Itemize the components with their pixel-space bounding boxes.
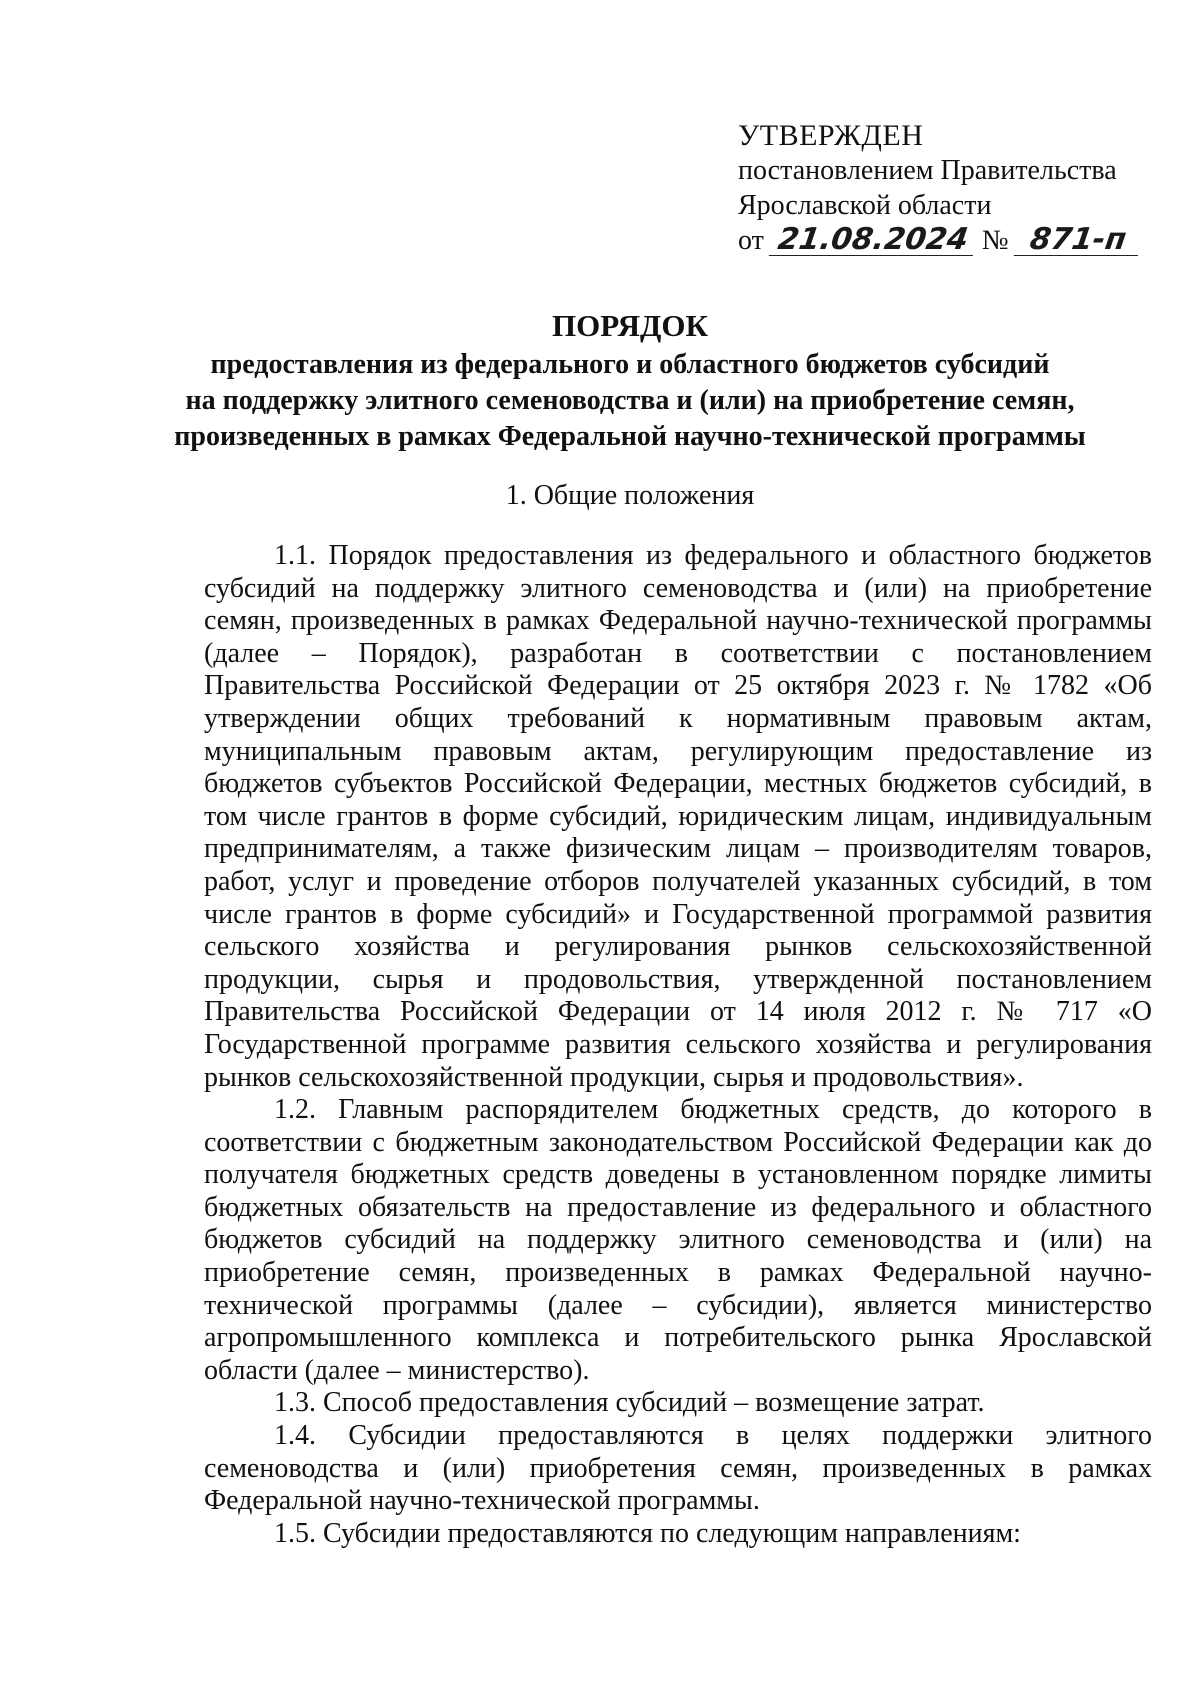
handwritten-date: 21.08.2024	[769, 225, 977, 256]
document-title: ПОРЯДОК	[552, 308, 708, 343]
approval-title: УТВЕРЖДЕН	[738, 119, 924, 152]
subtitle-line-3: произведенных в рамках Федеральной научно-технической программы	[174, 421, 1086, 452]
number-prefix: №	[981, 225, 1009, 256]
subtitle-line-1: предоставления из федерального и областного бюджетов субсидий	[210, 349, 1050, 380]
approval-line-region: Ярославской области	[738, 190, 992, 221]
paragraph-1-2: 1.2. Главным распорядителем бюджетных средств, до которого в соответствии с бюджетным законодательством Российской Федерации как до получателя бюджетных средств доведены в установленном порядке лимиты бюджетных обязательств на предоставление из федерального и областного бюджетов субсидий на поддержку элитного семеноводства и (или) на приобретение семян, произведенных в рамках Федеральной научно-технической программы (далее – субсидии), является министерство агропромышленного комплекса и потребительского рынка Ярославской области (далее – министерство).	[204, 1094, 1152, 1386]
handwritten-number: 871-п	[1013, 225, 1141, 256]
document-subtitle	[150, 347, 1110, 455]
subtitle-line-2: на поддержку элитного семеноводства и (или) на приобретение семян,	[185, 385, 1075, 416]
approval-stamp	[738, 118, 1140, 258]
date-prefix: от	[738, 225, 764, 256]
section-title: 1. Общие положения	[505, 480, 755, 511]
paragraph-1-1: 1.1. Порядок предоставления из федерального и областного бюджетов субсидий на поддержку элитного семеноводства и (или) на приобретение семян, произведенных в рамках Федеральной научно-технической программы (далее – Порядок), разработан в соответствии с постановлением Правительства Российской Федерации от 25 октября 2023 г. № 1782 «Об утверждении общих требований к нормативным правовым актам, муниципальным правовым актам, регулирующим предоставление из бюджетов субъектов Российской Федерации, местных бюджетов субсидий, в том числе грантов в форме субсидий, юридическим лицам, индивидуальным предпринимателям, а также физическим лицам – производителям товаров, работ, услуг и проведение отборов получателей указанных субсидий, в том числе грантов в форме субсидий» и Государственной программой развития сельского хозяйства и регулирования рынков сельскохозяйственной продукции, сырья и продовольствия, утвержденной постановлением Правительства Российской Федерации от 14 июля 2012 г. № 717 «О Государственной программе развития сельского хозяйства и регулирования рынков сельскохозяйственной продукции, сырья и продовольствия».	[204, 540, 1152, 1093]
paragraph-1-5: 1.5. Субсидии предоставляются по следующим направлениям:	[274, 1517, 1021, 1549]
approval-date-line	[738, 223, 1140, 258]
approval-line-resolution: постановлением Правительства	[738, 155, 1117, 186]
document-body	[204, 540, 1152, 1550]
paragraph-1-4: 1.4. Субсидии предоставляются в целях поддержки элитного семеноводства и (или) приобретения семян, произведенных в рамках Федеральной научно-технической программы.	[204, 1420, 1152, 1517]
paragraph-1-3: 1.3. Способ предоставления субсидий – возмещение затрат.	[274, 1387, 985, 1419]
